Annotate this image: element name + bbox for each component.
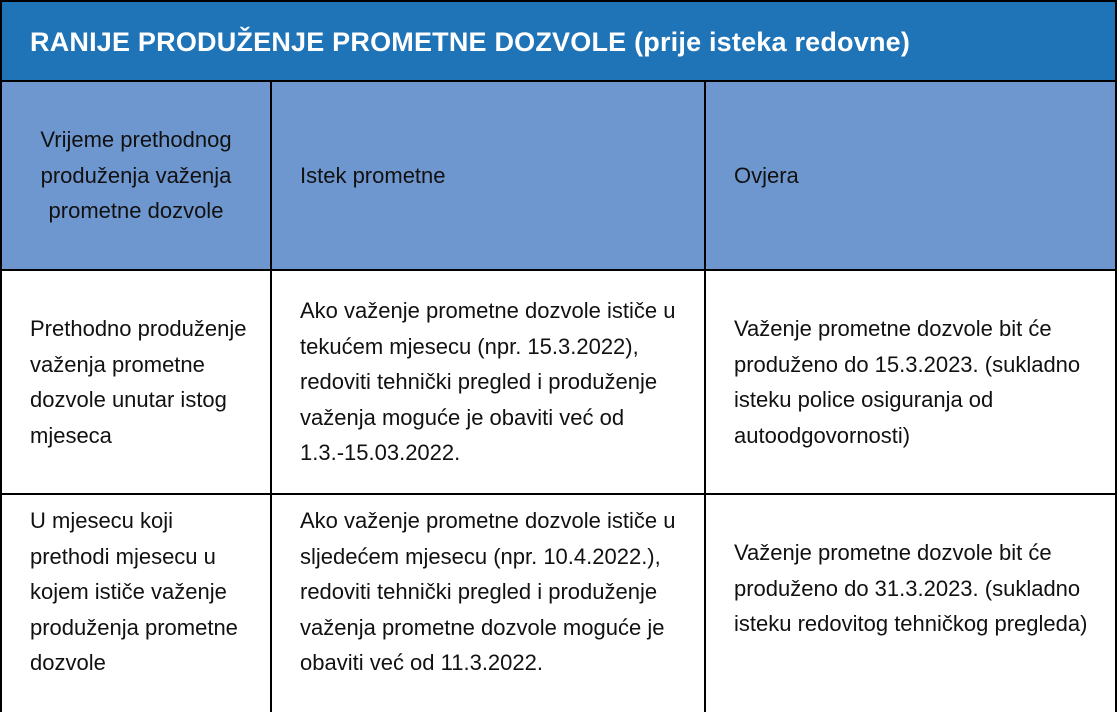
row-cell-validation: Važenje prometne dozvole bit će produženo do 15.3.2023. (sukladno isteku police osiguranja od autoodgovornosti) bbox=[705, 270, 1115, 494]
header-cell-expiry: Istek prometne bbox=[271, 82, 705, 270]
info-table bbox=[2, 82, 1115, 712]
row-cell-expiry: Ako važenje prometne dozvole ističe u sljedećem mjesecu (npr. 10.4.2022.), redoviti tehnički pregled i produženje važenja prometne dozvole moguće je obaviti već od 11.3.2022. bbox=[271, 494, 705, 712]
header-cell-validation: Ovjera bbox=[705, 82, 1115, 270]
row-cell-time: Prethodno produženje važenja prometne dozvole unutar istog mjeseca bbox=[2, 270, 271, 494]
header-row bbox=[2, 82, 1115, 270]
table-title: RANIJE PRODUŽENJE PROMETNE DOZVOLE (prije isteka redovne) bbox=[2, 2, 1115, 82]
row-cell-expiry: Ako važenje prometne dozvole ističe u tekućem mjesecu (npr. 15.3.2022), redoviti tehnički pregled i produženje važenja moguće je obaviti već od 1.3.-15.03.2022. bbox=[271, 270, 705, 494]
table-row bbox=[2, 494, 1115, 712]
table-row bbox=[2, 270, 1115, 494]
row-cell-time: U mjesecu koji prethodi mjesecu u kojem ističe važenje produženja prometne dozvole bbox=[2, 494, 271, 712]
header-cell-time: Vrijeme prethodnog produženja važenja prometne dozvole bbox=[2, 82, 271, 270]
row-cell-validation: Važenje prometne dozvole bit će produženo do 31.3.2023. (sukladno isteku redovitog tehničkog pregleda) bbox=[705, 494, 1115, 712]
